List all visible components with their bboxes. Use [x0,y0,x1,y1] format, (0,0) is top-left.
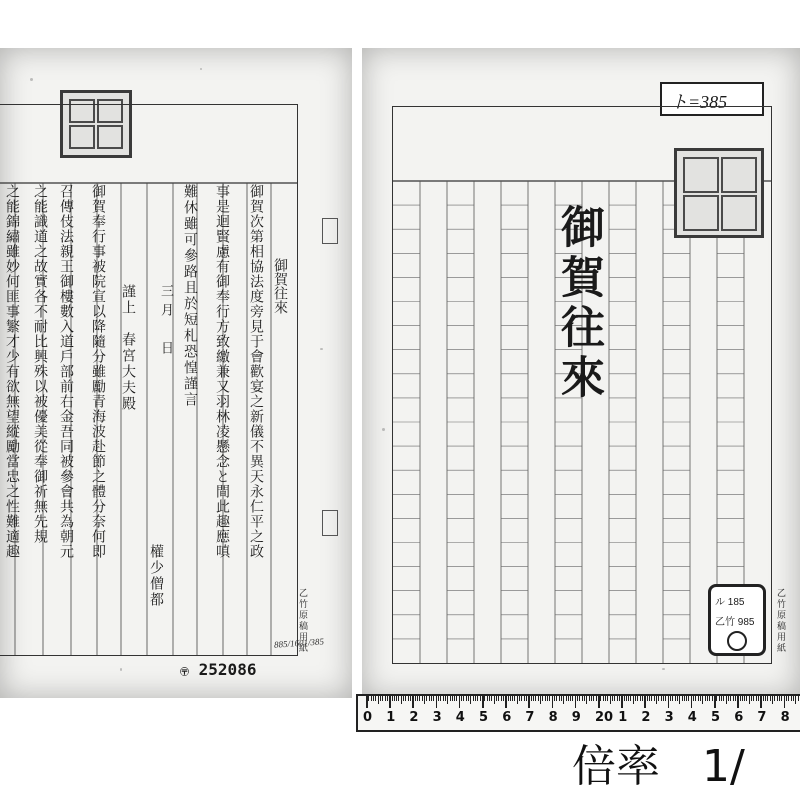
scale-tick [447,696,448,704]
scale-tick [788,696,789,701]
scale-tick [612,696,613,701]
scale-number: 4 [455,710,465,725]
scale-tick [665,696,666,701]
scale-tick [640,696,641,701]
scale-tick [686,696,687,701]
scale-tick [670,696,671,701]
scale-number: 5 [711,710,721,725]
scale-tick [744,696,745,701]
scale-tick [695,696,696,701]
scale-tick [463,696,464,701]
scale-tick [672,696,673,701]
scale-tick [767,696,768,701]
scale-tick [795,696,796,704]
scale-tick [579,696,580,701]
scale-tick [561,696,562,701]
scale-tick [542,696,543,701]
scale-tick [600,696,601,701]
scale-tick [698,696,699,701]
scale-tick [723,696,724,701]
scale-tick [702,696,703,704]
scale-tick [415,696,416,701]
scale-tick [675,696,676,701]
scale-tick [514,696,515,701]
scale-tick [709,696,710,701]
scale-tick [760,696,762,708]
text-column: 召傳伎法親王御樓數入道戶部前右金吾同被參會共為朝元 [58,184,74,559]
scale-tick [382,696,383,701]
scale-tick [661,696,662,701]
scale-tick [582,696,583,701]
scale-number: 7 [757,710,767,725]
scale-tick [589,696,590,701]
scale-number: 4 [687,710,697,725]
scale-tick [630,696,631,701]
scale-tick [412,696,414,708]
inventory-number: 252086 [198,660,257,679]
scale-tick [740,696,741,701]
scale-tick [733,696,734,701]
left-page [0,48,352,698]
scale-tick [371,696,372,701]
scale-tick [726,696,727,704]
text-column: 御賀奉行事被院宣以降隨分雖勵青海波赴節之體分奈何即 [90,184,106,559]
scale-tick [758,696,759,701]
scale-tick [668,696,670,708]
scale-tick [461,696,462,701]
scale-tick [408,696,409,701]
scale-tick [716,696,717,701]
scale-tick [570,696,571,701]
scale-tick [392,696,393,701]
scale-tick [649,696,650,701]
magnification-value: 1/ [702,741,745,792]
scale-tick [707,696,708,701]
scale-tick [443,696,444,701]
scale-tick [563,696,564,704]
sticker-circle [727,631,747,651]
measurement-scale [356,694,800,732]
scale-tick [496,696,497,701]
scale-tick [426,696,427,701]
scale-tick [422,696,423,701]
scale-tick [526,696,527,701]
scale-tick [684,696,685,701]
scale-tick [749,696,750,704]
scale-tick [470,696,471,704]
scale-tick [389,696,391,708]
scale-tick [784,696,786,708]
scale-tick [654,696,655,701]
scale-tick [510,696,511,701]
scale-tick [786,696,787,701]
owner-seal [674,148,764,238]
speckle [120,668,122,671]
scale-tick [405,696,406,701]
scale-tick [554,696,555,701]
scale-number: 20 [595,710,614,725]
scale-tick [628,696,629,701]
scale-tick [605,696,606,701]
scale-tick [693,696,694,701]
scale-tick [779,696,780,701]
text-column: 權少僧都 [148,544,164,608]
scale-tick [366,696,368,708]
scale-tick [552,696,554,708]
scale-tick [705,696,706,701]
scale-tick [508,696,509,701]
scale-number: 1 [386,710,396,725]
scale-tick [438,696,439,701]
sticker-line: 乙竹 985 [715,617,755,628]
right-page [362,48,800,698]
scale-tick [417,696,418,701]
scale-tick [746,696,747,701]
scale-tick [770,696,771,701]
inventory-stamp [180,660,256,679]
scale-tick [473,696,474,701]
scale-tick [635,696,636,701]
scale-tick [637,696,638,701]
scale-tick [482,696,484,708]
scale-number: 1 [618,710,628,725]
scale-number: 8 [548,710,558,725]
speckle [30,78,33,81]
scale-tick [484,696,485,701]
scale-tick [584,696,585,701]
scale-tick [781,696,782,701]
fold-mark [322,510,338,536]
scale-tick [419,696,420,701]
scale-tick [568,696,569,701]
scale-tick [610,696,611,704]
scale-tick [505,696,507,708]
scale-tick [468,696,469,701]
scale-tick [566,696,567,701]
scale-tick [765,696,766,701]
scale-tick [429,696,430,701]
scale-number: 5 [479,710,489,725]
scale-tick [487,696,488,701]
scale-tick [489,696,490,701]
scale-tick [593,696,594,701]
text-column: 事是迴賢慮有御奉行方致繳兼又羽林凌懸念と間此趣應嗔 [214,184,230,559]
scale-tick [480,696,481,701]
magnification-label: 倍率 [572,741,660,792]
scale-tick [380,696,381,701]
scale-tick [730,696,731,701]
scale-tick [596,696,597,701]
sticker-line: ル 185 [715,597,745,608]
scale-tick [368,696,369,701]
scale-tick [633,696,634,704]
scale-tick [556,696,557,701]
scale-tick [798,696,799,701]
scale-tick [621,696,623,708]
scale-tick [774,696,775,701]
scale-tick [387,696,388,701]
scale-tick [528,696,530,708]
text-column: 難休雖可參路且於短札恐惶謹言 [182,184,198,408]
scale-tick [533,696,534,701]
scale-tick [598,696,600,708]
scale-tick [591,696,592,701]
scale-tick [512,696,513,701]
scale-tick [375,696,376,701]
scale-number: 3 [432,710,442,725]
book-title: 御賀往來 [553,204,604,404]
text-column: 謹上 春宮大夫殿 [120,284,136,412]
scale-number: 7 [525,710,535,725]
scale-tick [378,696,379,704]
scale-tick [742,696,743,701]
scale-tick [524,696,525,701]
scale-tick [737,696,739,708]
scale-tick [440,696,441,701]
scale-tick [498,696,499,701]
scale-tick [691,696,693,708]
scale-tick [398,696,399,701]
scale-tick [677,696,678,701]
text-column: 御賀往來 [272,258,288,314]
scale-tick [494,696,495,704]
paper-mark: 乙竹原稿用紙 [297,588,307,654]
scale-tick [545,696,546,701]
scale-tick [501,696,502,701]
scale-tick [385,696,386,701]
scale-number: 6 [502,710,512,725]
text-column: 御賀次第相協法度旁見于會歡宴之新儀不異天永仁平之政 [248,184,264,559]
speckle [382,428,385,431]
handwritten-note: 885/1601/385 [273,636,325,650]
scale-tick [712,696,713,701]
scale-tick [777,696,778,701]
scale-tick [644,696,646,708]
scale-tick [445,696,446,701]
scale-tick [721,696,722,701]
scale-number: 6 [734,710,744,725]
scale-tick [714,696,716,708]
scale-tick [624,696,625,701]
scale-tick [477,696,478,701]
scale-tick [586,696,587,704]
scale-tick [491,696,492,701]
call-number: ト=385 [670,92,728,112]
scale-tick [521,696,522,701]
scale-tick [688,696,689,701]
scale-tick [793,696,794,701]
scale-tick [454,696,455,701]
scale-tick [679,696,680,704]
scale-tick [459,696,461,708]
paper-mark: 乙竹原稿用紙 [775,588,785,654]
scale-tick [735,696,736,701]
scale-number: 3 [664,710,674,725]
text-column: 之能識道之故實各不耐比興殊以被優美從奉御祈無先規 [32,184,48,544]
scale-tick [603,696,604,701]
catalog-sticker [708,584,766,656]
scale-tick [401,696,402,704]
scale-tick [575,696,577,708]
scale-tick [617,696,618,701]
scale-tick [619,696,620,701]
scale-tick [559,696,560,701]
scale-number: 8 [780,710,790,725]
scale-tick [410,696,411,701]
scale-tick [577,696,578,701]
speckle [662,668,665,670]
scale-tick [658,696,659,701]
scale-tick [540,696,541,704]
scale-tick [538,696,539,701]
scale-tick [517,696,518,704]
scale-tick [436,696,438,708]
stamp-prefix-mark: 〶 [180,668,190,678]
scale-tick [450,696,451,701]
scale-tick [396,696,397,701]
scale-tick [763,696,764,701]
scale-number: 0 [363,710,373,725]
text-column: 之能錦繡雖妙何匪事繁才少有欲無望縱勵當忠之性難適趣 [4,184,20,559]
scale-tick [403,696,404,701]
scale-tick [719,696,720,701]
scale-tick [531,696,532,701]
scale-tick [547,696,548,701]
scale-tick [424,696,425,704]
fold-mark [322,218,338,244]
text-column: 三月 日 [158,284,173,360]
scale-tick [626,696,627,701]
scale-tick [607,696,608,701]
scale-tick [772,696,773,704]
scale-tick [549,696,550,701]
scale-tick [503,696,504,701]
scale-tick [663,696,664,701]
scale-tick [647,696,648,701]
scale-tick [373,696,374,701]
scale-tick [456,696,457,701]
scale-tick [475,696,476,701]
scale-tick [791,696,792,701]
scale-tick [431,696,432,701]
scale-tick [433,696,434,701]
speckle [320,348,323,350]
scale-tick [535,696,536,701]
scale-tick [651,696,652,701]
scale-tick [394,696,395,701]
scale-tick [572,696,573,701]
scale-tick [700,696,701,701]
scale-number: 9 [571,710,581,725]
scale-number: 2 [409,710,419,725]
scale-tick [452,696,453,701]
scale-tick [614,696,615,701]
scale-number: 2 [641,710,651,725]
scale-tick [682,696,683,701]
scale-tick [753,696,754,701]
scale-tick [756,696,757,701]
magnification-caption [572,730,745,794]
speckle [200,68,202,70]
scale-tick [519,696,520,701]
scale-tick [642,696,643,701]
scale-tick [466,696,467,701]
scale-tick [656,696,657,704]
scale-tick [751,696,752,701]
scale-tick [728,696,729,701]
